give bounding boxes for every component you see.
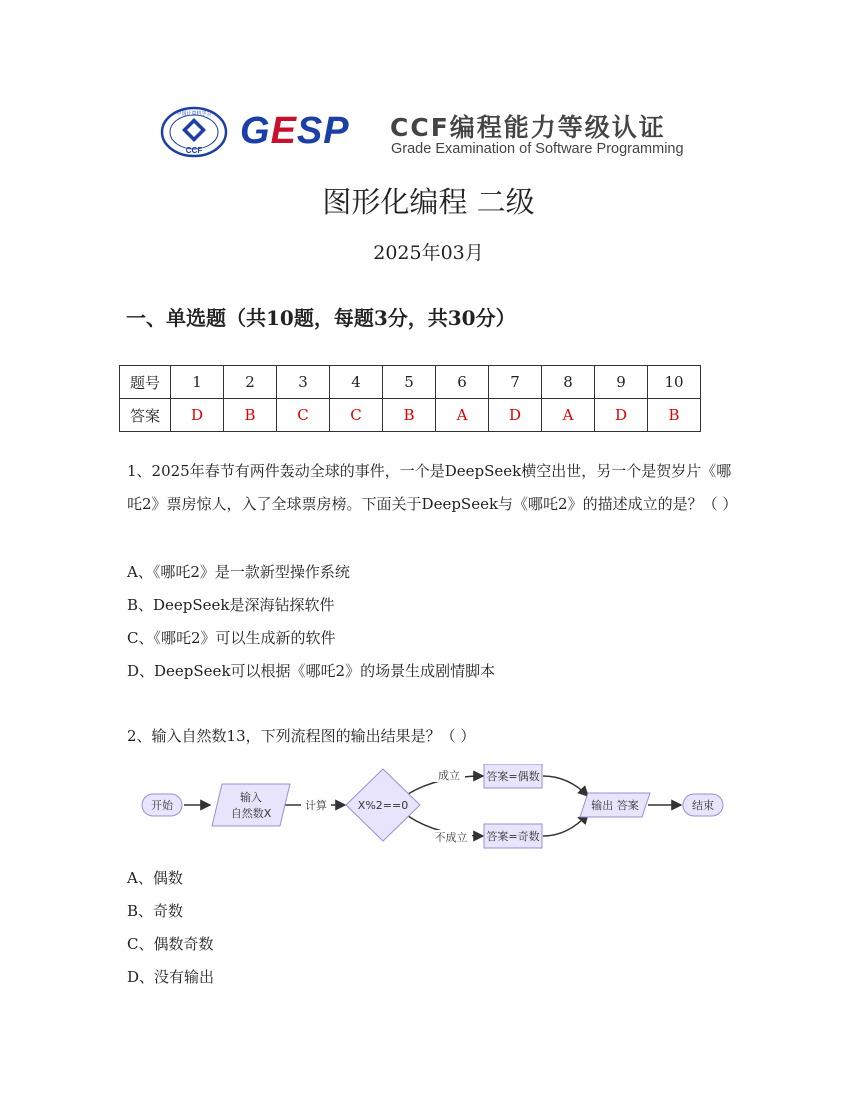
node-end-label: 结束 — [692, 799, 714, 812]
question-number: 3 — [277, 366, 330, 399]
node-output-label: 输出 答案 — [591, 799, 639, 812]
answer-cell: C — [277, 399, 330, 432]
answer-cell: D — [171, 399, 224, 432]
exam-header — [160, 106, 700, 162]
question-2-option-d: D、没有输出 — [127, 968, 215, 986]
answer-cell: B — [224, 399, 277, 432]
node-input-label-1: 输入 — [240, 791, 262, 804]
question-number: 5 — [383, 366, 436, 399]
question-number: 4 — [330, 366, 383, 399]
question-number: 10 — [648, 366, 701, 399]
question-number: 6 — [436, 366, 489, 399]
question-2-option-a: A、偶数 — [127, 869, 183, 887]
edge-yes-label: 成立 — [438, 769, 460, 782]
section-title: 一、单选题（共10题，每题3分，共30分） — [126, 306, 516, 330]
cert-subtitle: Grade Examination of Software Programming — [391, 141, 684, 157]
question-1-text: 1、2025年春节有两件轰动全球的事件，一个是DeepSeek横空出世，另一个是贺岁片《哪吒2》票房惊人，入了全球票房榜。下面关于DeepSeek与《哪吒2》的描述成立的是？（ ） — [127, 462, 738, 513]
answer-table — [119, 365, 701, 432]
node-even-label: 答案=偶数 — [486, 770, 540, 783]
ccf-seal-logo — [160, 106, 228, 158]
row-label-answer: 答案 — [120, 399, 171, 432]
answer-cell: A — [436, 399, 489, 432]
edge-compute-label: 计算 — [305, 799, 327, 812]
answer-cell: B — [383, 399, 436, 432]
node-start-label: 开始 — [151, 799, 173, 812]
table-row-answers — [120, 399, 701, 432]
document-date: 2025年03月 — [373, 242, 484, 264]
node-input-label-2: 自然数X — [230, 807, 272, 820]
gesp-logo: GESP — [240, 110, 350, 152]
cert-title: CCF编程能力等级认证 — [390, 113, 666, 142]
edge-even-output — [543, 776, 588, 796]
question-number: 1 — [171, 366, 224, 399]
question-1-option-a: A、《哪吒2》是一款新型操作系统 — [127, 563, 350, 581]
answer-cell: C — [330, 399, 383, 432]
edge-no-label: 不成立 — [434, 831, 468, 844]
node-decision-label: X%2==0 — [357, 799, 409, 812]
answer-cell: B — [648, 399, 701, 432]
question-1-option-b: B、DeepSeek是深海钻探软件 — [127, 596, 335, 614]
flowchart — [138, 764, 728, 854]
question-number: 7 — [489, 366, 542, 399]
answer-cell: D — [489, 399, 542, 432]
question-number: 9 — [595, 366, 648, 399]
node-odd-label: 答案=奇数 — [486, 830, 540, 843]
row-label-number: 题号 — [120, 366, 171, 399]
question-1-option-c: C、《哪吒2》可以生成新的软件 — [127, 629, 336, 647]
seal-bottom-text: CCF — [185, 146, 203, 155]
question-2-option-c: C、偶数奇数 — [127, 935, 214, 953]
answer-cell: D — [595, 399, 648, 432]
question-number: 8 — [542, 366, 595, 399]
answer-cell: A — [542, 399, 595, 432]
table-row-numbers — [120, 366, 701, 399]
question-2-text: 2、输入自然数13，下列流程图的输出结果是？（ ） — [127, 727, 476, 745]
seal-top-text: 中国计算机学会 — [176, 111, 212, 117]
question-number: 2 — [224, 366, 277, 399]
question-1-option-d: D、DeepSeek可以根据《哪吒2》的场景生成剧情脚本 — [127, 662, 496, 680]
document-title: 图形化编程 二级 — [322, 185, 535, 219]
question-2-option-b: B、奇数 — [127, 902, 184, 920]
